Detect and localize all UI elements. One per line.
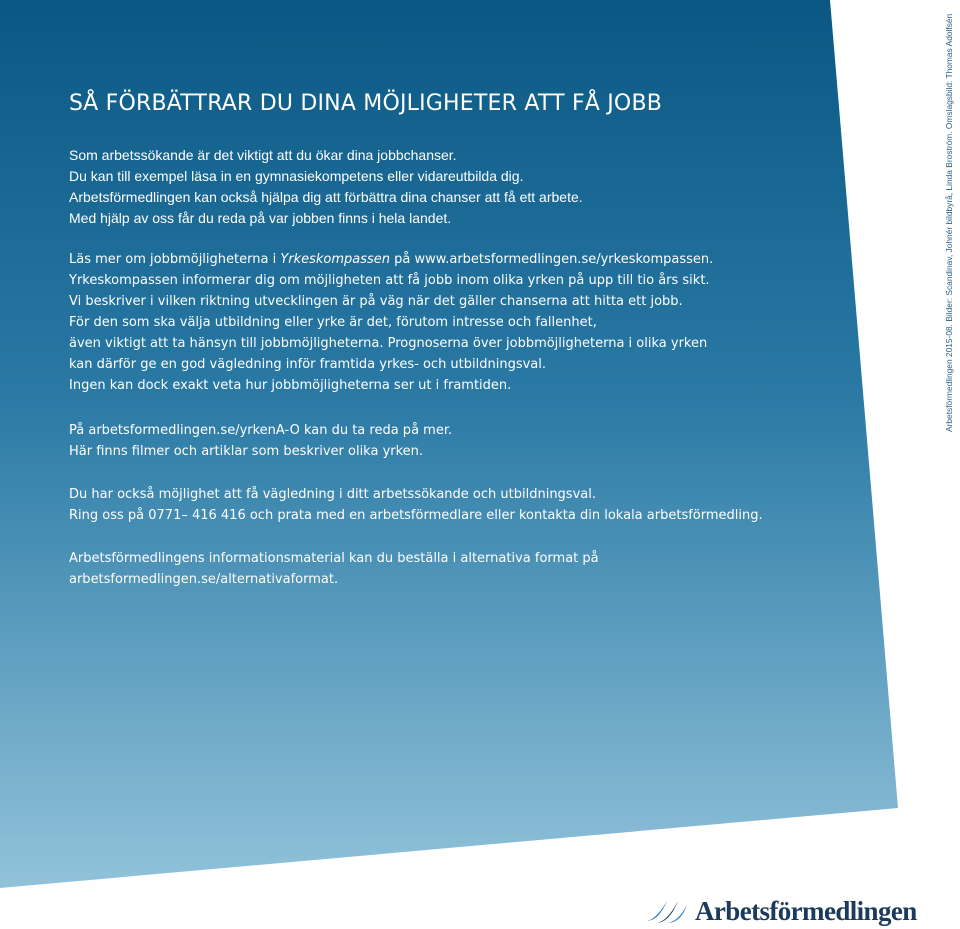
intro-line: Med hjälp av oss får du reda på var jobben finns i hela landet.	[69, 210, 452, 226]
body-line: Vi beskriver i vilken riktning utvecklingen är på väg när det gäller chanserna att hitta ett jobb.	[69, 294, 683, 309]
body-line: även viktigt att ta hänsyn till jobbmöjligheterna. Prognoserna över jobbmöjligheterna i olika yrken	[69, 336, 708, 351]
intro-line: Arbetsförmedlingen kan också hjälpa dig att förbättra dina chanser att få ett arbete.	[69, 189, 583, 205]
body-line: arbetsformedlingen.se/alternativaformat.	[69, 572, 339, 587]
yrkeskompassen-italic: Yrkeskompassen	[280, 252, 391, 267]
page-title: SÅ FÖRBÄTTRAR DU DINA MÖJLIGHETER ATT FÅ JOBB	[69, 91, 663, 116]
body-line: På arbetsformedlingen.se/yrkenA-O kan du ta reda på mer.	[69, 423, 453, 438]
yrkeskompassen-link-text: på www.arbetsformedlingen.se/yrkeskompassen.	[390, 252, 714, 267]
intro-line: Som arbetssökande är det viktigt att du ökar dina jobbchanser.	[69, 147, 457, 163]
body-line: Ring oss på 0771– 416 416 och prata med en arbetsförmedlare eller kontakta din lokala arbetsförmedling.	[69, 508, 763, 523]
arbetsformedlingen-logo-icon	[645, 897, 689, 925]
yrkeskompassen-paragraph	[69, 249, 713, 396]
body-line: Du har också möjlighet att få vägledning i ditt arbetssökande och utbildningsval.	[69, 487, 596, 502]
vagledning-paragraph	[69, 484, 763, 526]
intro-line: Du kan till exempel läsa in en gymnasiekompetens eller vidareutbilda dig.	[69, 168, 524, 184]
text-segment: Läs mer om jobbmöjligheterna i	[69, 252, 281, 267]
yrkeskompassen-intro-line	[69, 249, 713, 270]
alternativa-format-paragraph	[69, 548, 599, 590]
body-line: Yrkeskompassen informerar dig om möjligheten att få jobb inom olika yrken på upp till tio års sikt.	[69, 273, 710, 288]
intro-paragraph	[69, 145, 583, 229]
arbetsformedlingen-logo	[645, 893, 917, 929]
body-line: Här finns filmer och artiklar som beskriver olika yrken.	[69, 444, 424, 459]
body-line: Arbetsförmedlingens informationsmaterial kan du beställa i alternativa format på	[69, 551, 599, 566]
body-line: För den som ska välja utbildning eller yrke är det, förutom intresse och fallenhet,	[69, 315, 597, 330]
body-line: kan därför ge en god vägledning inför framtida yrkes- och utbildningsval.	[69, 357, 547, 372]
body-line: Ingen kan dock exakt veta hur jobbmöjligheterna ser ut i framtiden.	[69, 378, 512, 393]
image-credit: Arbetsförmedlingen 2015-08. Bilder: Scandinav, Johnér bildbyrå, Linda Broström. Omslagsbild: Thomas Adolfsén	[944, 13, 954, 432]
yrken-paragraph	[69, 420, 452, 462]
logo-wordmark: Arbetsförmedlingen	[695, 895, 917, 926]
